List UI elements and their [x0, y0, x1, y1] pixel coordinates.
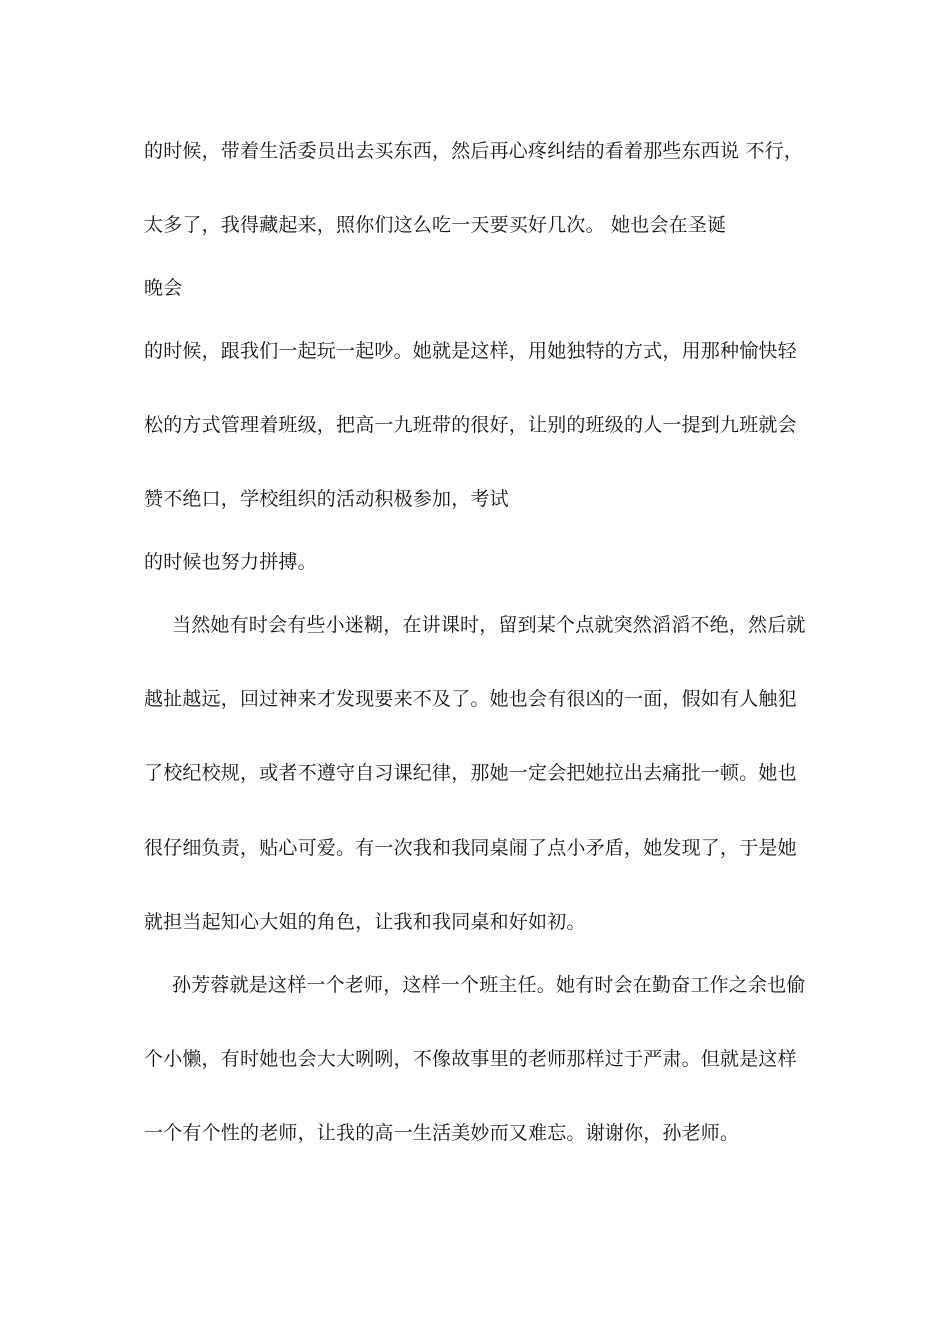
paragraph-start-line: 当然她有时会有些小迷糊，在讲课时，留到某个点就突然滔滔不绝，然后就 [172, 614, 806, 636]
text-line: 就担当起知心大姐的角色，让我和我同桌和好如初。 [144, 911, 586, 933]
paragraph-start-line: 孙芳蓉就是这样一个老师，这样一个班主任。她有时会在勤奋工作之余也偷 [172, 974, 806, 996]
text-line: 的时候，带着生活委员出去买东西，然后再心疼纠结的看着那些东西说 不行， [144, 140, 804, 162]
text-line: 的时候也努力拼搏。 [144, 551, 317, 573]
text-line: 越扯越远，回过神来才发现要来不及了。她也会有很凶的一面，假如有人触犯 [144, 688, 797, 710]
text-line: 太多了，我得藏起来，照你们这么吃一天要买好几次。 她也会在圣诞 [144, 214, 727, 236]
text-line: 了校纪校规，或者不遵守自习课纪律，那她一定会把她拉出去痛批一顿。她也 [144, 762, 797, 784]
text-line: 很仔细负责，贴心可爱。有一次我和我同桌闹了点小矛盾，她发现了，于是她 [144, 837, 797, 859]
text-line: 一个有个性的老师，让我的高一生活美妙而又难忘。谢谢你，孙老师。 [144, 1122, 740, 1144]
text-line: 晚会 [144, 277, 183, 299]
text-line: 赞不绝口，学校组织的活动积极参加，考试 [144, 488, 509, 510]
text-line: 的时候，跟我们一起玩一起吵。她就是这样，用她独特的方式，用那种愉快轻 [144, 340, 797, 362]
text-line: 松的方式管理着班级，把高一九班带的很好，让别的班级的人一提到九班就会 [144, 414, 797, 436]
text-line: 个小懒，有时她也会大大咧咧，不像故事里的老师那样过于严肃。但就是这样 [144, 1048, 797, 1070]
